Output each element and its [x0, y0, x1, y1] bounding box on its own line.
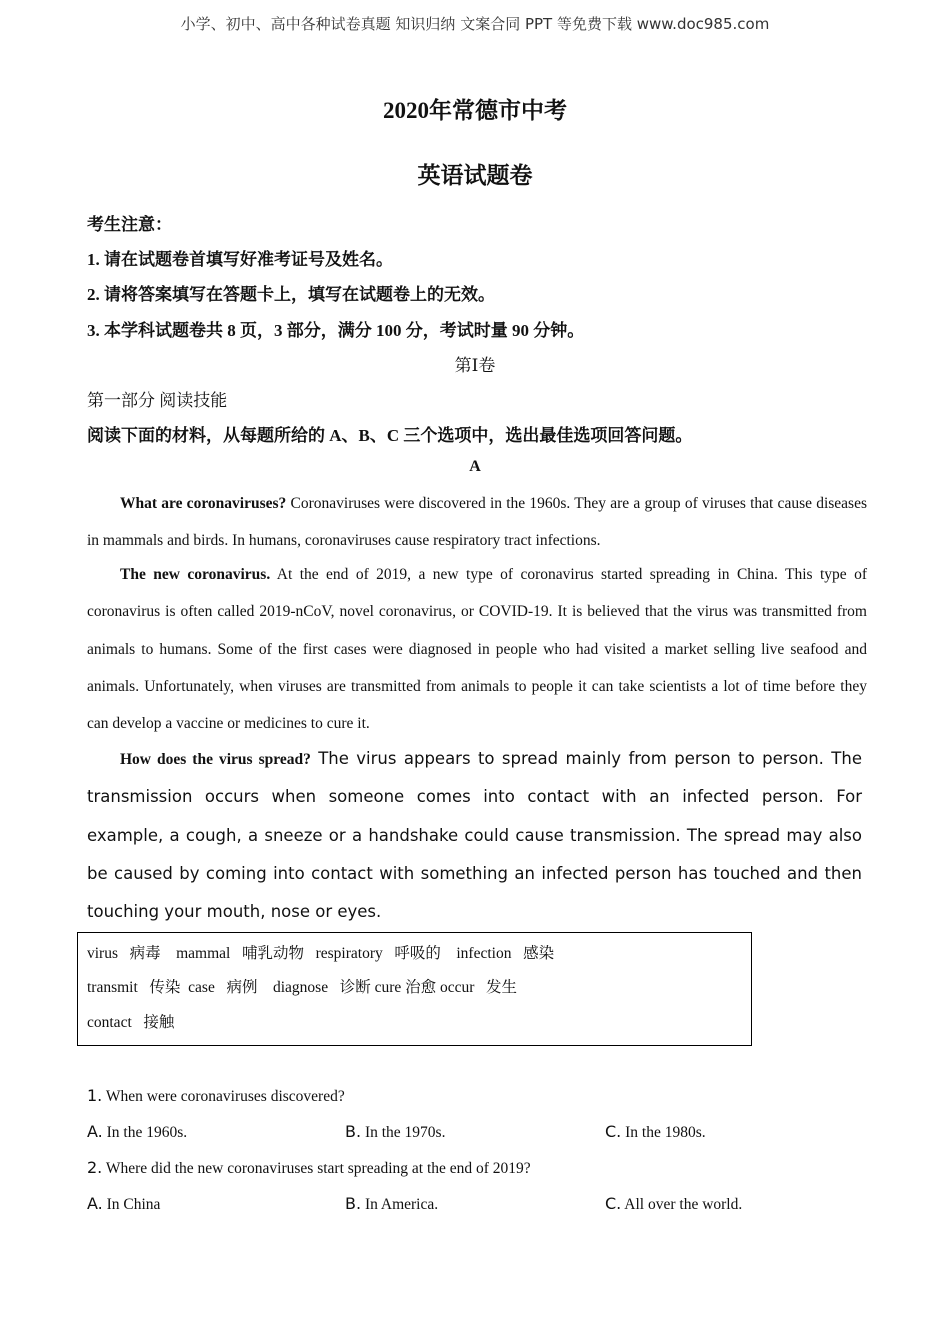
- paragraph-body: Coronaviruses were discovered in the 1960s. They are a group of viruses that cause diseases in mammals and birds. In humans, coronaviruses cause respiratory tract infections.: [87, 495, 867, 550]
- question-2: [87, 1158, 531, 1178]
- paragraph-lead: How does the virus spread?: [120, 751, 311, 768]
- question-number: 1.: [87, 1086, 103, 1105]
- question-1: [87, 1086, 345, 1106]
- page-header: 小学、初中、高中各种试卷真题 知识归纳 文案合同 PPT 等免费下载 www.doc985.com: [180, 15, 770, 33]
- question-text: Where did the new coronaviruses start spreading at the end of 2019?: [105, 1160, 531, 1177]
- page-title: 2020年常德市中考: [383, 98, 567, 123]
- vocab-line: transmit 传染 case 病例 diagnose 诊断 cure 治愈 occur 发生: [87, 979, 518, 996]
- passage-label: A: [469, 458, 481, 475]
- note-item: 2. 请将答案填写在答题卡上，填写在试题卷上的无效。: [87, 285, 495, 304]
- vocabulary-box: [77, 932, 752, 1046]
- option-c: [605, 1122, 706, 1142]
- option-text: In the 1960s.: [106, 1124, 188, 1141]
- paragraph-lead: The new coronavirus.: [120, 566, 271, 583]
- paragraph-body: At the end of 2019, a new type of coronavirus started spreading in China. This type of coronavirus is often called 2019-nCoV, novel coronavirus, or COVID-19. It is believed that the virus was transmitted from animals to humans. Some of the first cases were diagnosed in people who had visited a market selling live seafood and animals. Unfortunately, when viruses are transmitted from animals to people it can take scientists a lot of time before they can develop a vaccine or medicines to cure it.: [87, 566, 867, 733]
- question-number: 2.: [87, 1158, 103, 1177]
- option-text: In the 1980s.: [625, 1124, 706, 1141]
- option-a: [87, 1194, 160, 1214]
- page-subtitle: 英语试题卷: [417, 163, 533, 188]
- option-b: [345, 1194, 438, 1214]
- passage-paragraph: [87, 485, 867, 560]
- paragraph-lead: What are coronaviruses?: [120, 495, 287, 512]
- option-letter: C.: [605, 1194, 622, 1213]
- question-text: When were coronaviruses discovered?: [105, 1088, 345, 1105]
- note-item: 1. 请在试题卷首填写好准考证号及姓名。: [87, 250, 393, 269]
- vocab-line: contact 接触: [87, 1014, 175, 1031]
- option-a: [87, 1122, 187, 1142]
- option-text: In China: [106, 1196, 161, 1213]
- vocab-line: virus 病毒 mammal 哺乳动物 respiratory 呼吸的 infection 感染: [87, 945, 555, 962]
- option-letter: B.: [345, 1194, 362, 1213]
- option-text: All over the world.: [624, 1196, 743, 1213]
- option-letter: A.: [87, 1122, 103, 1141]
- option-text: In the 1970s.: [364, 1124, 446, 1141]
- option-b: [345, 1122, 445, 1142]
- option-letter: B.: [345, 1122, 362, 1141]
- option-c: [605, 1194, 742, 1214]
- part-heading: 第一部分 阅读技能: [87, 391, 228, 410]
- passage-paragraph: [87, 556, 867, 742]
- option-text: In America.: [364, 1196, 439, 1213]
- volume-heading: 第Ⅰ卷: [454, 356, 496, 375]
- note-item: 3. 本学科试题卷共 8 页，3 部分，满分 100 分，考试时量 90 分钟。: [87, 321, 585, 340]
- passage-paragraph: [87, 740, 862, 931]
- paragraph-body: The virus appears to spread mainly from person to person. The transmission occurs when someone comes into contact with an infected person. For example, a cough, a sneeze or a handshake could cause transmission. The spread may also be caused by coming into contact with something an infected person has touched and then touching your mouth, nose or eyes.: [87, 749, 862, 922]
- notes-heading: 考生注意：: [87, 215, 172, 234]
- option-letter: A.: [87, 1194, 103, 1213]
- option-letter: C.: [605, 1122, 622, 1141]
- instruction-text: 阅读下面的材料，从每题所给的 A、B、C 三个选项中，选出最佳选项回答问题。: [87, 426, 693, 445]
